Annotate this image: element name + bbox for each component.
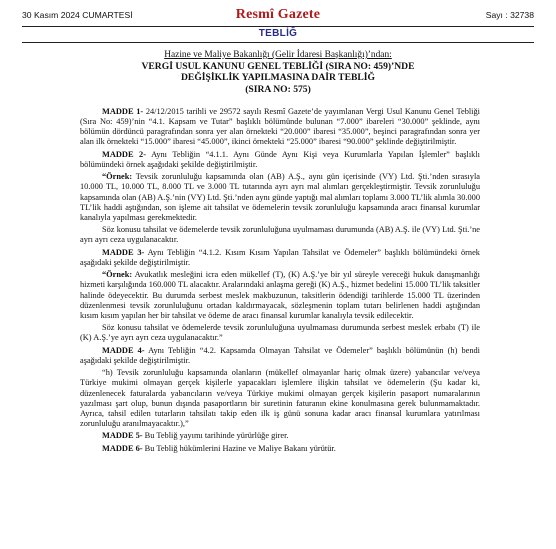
document-body <box>80 107 480 456</box>
example-2-continued: Söz konusu tahsilat ve ödemelerde tevsik zorunluluğuna uyulmaması durumunda serbest meslek erbabı (T) ile (K) A.Ş.’ye ayrı ayrı ceza uygulanacaktır.” <box>80 323 480 343</box>
article-2-label: MADDE 2- <box>102 149 146 159</box>
example-2 <box>80 270 480 321</box>
article-5-label: MADDE 5- <box>102 431 143 441</box>
article-6-label: MADDE 6- <box>102 443 143 453</box>
article-6-text: Bu Tebliğ hükümlerini Hazine ve Maliye Bakanı yürütür. <box>142 443 336 453</box>
article-4-text: Aynı Tebliğin “4.2. Kapsamda Olmayan Tahsilat ve Ödemeler” başlıklı bölümünün (h) bendi aşağıdaki şekilde değiştirilmiştir. <box>80 345 480 365</box>
article-3-text: Aynı Tebliğin “4.1.2. Kısım Kısım Yapılan Tahsilat ve Ödemeler” başlıklı bölümündeki örnek aşağıdaki şekilde değiştirilmiştir. <box>80 247 480 267</box>
document-title-line-2: DEĞİŞİKLİK YAPILMASINA DAİR TEBLİĞ <box>181 72 375 84</box>
document-title-line-3: (SIRA NO: 575) <box>245 83 311 95</box>
issuing-authority: Hazine ve Maliye Bakanlığı (Gelir İdaresi Başkanlığı)’ndan: <box>164 50 392 60</box>
article-4-label: MADDE 4- <box>102 345 145 355</box>
article-4-quote: “h) Tevsik zorunluluğu kapsamında olanların (mükellef olmayanlar hariç olmak üzere) yabancılar ve/veya Türkiye mukimi olmayan gerçek kişilerle yapacakları işlemlere ilişkin tahsilat ve ödemelerin (Şu kadar ki, düzenlenecek faturalarda yabancıların ve/veya Türkiye mukimi olmayan gerçek kişilerin pasaport numaralarının yazılması şart olup, bunun dışında pasaportların bir suretinin faturanın ekine konulmasına gerek bulunmamaktadır. Ayrıca, tahsil edilen tutarların tahsilatı takip eden ilk iş günü sonuna kadar aracı finansal kurumlara yatırılması zorunluluğu aranılmayacaktır.),” <box>80 368 480 429</box>
example-1-text: Tevsik zorunluluğu kapsamında olan (AB) A.Ş., aynı gün içerisinde (VY) Ltd. Şti.’nden sırasıyla 10.000 TL, 10.000 TL, 8.000 TL ve 3.000 TL tutarında ayrı ayrı mal alımları gerçekleştirmiştir. Tevsik zorunluluğu kapsamında olan (AB) A.Ş.’nin (VY) Ltd. Şti.’nden aynı günde yaptığı mal alımları toplamı 3.000 TL’lik alımla 30.000 TL’lik haddi aştığından, son işleme ait tahsilat ve ödemelerin tevsik zorunluluğu kapsamında aracı finansal kurumlar kanalıyla yapılması gerekmektedir. <box>80 172 480 222</box>
article-6 <box>80 444 480 454</box>
example-2-label: “Örnek: <box>102 270 133 280</box>
document-title-line-1: VERGİ USUL KANUNU GENEL TEBLİĞİ (SIRA NO: 459)’NDE <box>141 61 415 72</box>
header-rule <box>22 26 534 27</box>
issue-date: 30 Kasım 2024 CUMARTESİ <box>22 10 133 20</box>
article-3-label: MADDE 3- <box>102 247 145 257</box>
article-2 <box>80 150 480 170</box>
article-1 <box>80 107 480 148</box>
section-heading: TEBLİĞ <box>258 28 298 39</box>
example-1-label: “Örnek: <box>102 172 133 182</box>
example-1-continued: Söz konusu tahsilat ve ödemelerde tevsik zorunluluğuna uyulmaması durumunda (AB) A.Ş. ile (VY) Ltd. Şti.’ne ayrı ayrı ceza uygulanacaktır. <box>80 225 480 245</box>
example-2-text: Avukatlık mesleğini icra eden mükellef (T), (K) A.Ş.’ye bir yıl süreyle vereceği hukuk danışmanlığı hizmeti karşılığında 160.000 TL alacaktır. Aralarındaki anlaşma gereği (K) A.Ş., hizmet bedelini 15.000 TL’lik taksitler halinde ödeyecektir. Bu durumda serbest meslek makbuzunun, taksitlerin ödendiği tarihlerde 15.000 TL üzerinden düzenlenmesi tevsik zorunluluğunu ortadan kaldırmayacak, sözleşmenin toplam tutarı belirlenen haddi aştığından kısım kısım yapılan her bir tahsilat ve ödeme de aracı finansal kurumlar kanalıyla tevsik edilecektir. <box>80 270 480 320</box>
section-rule <box>22 42 534 43</box>
article-5-text: Bu Tebliğ yayımı tarihinde yürürlüğe girer. <box>142 431 289 441</box>
issue-number: Sayı : 32738 <box>485 10 534 20</box>
article-4 <box>80 346 480 366</box>
document-heading <box>0 50 556 95</box>
article-2-text: Aynı Tebliğin “4.1.1. Aynı Günde Aynı Kişi veya Kurumlarla Yapılan İşlemler” başlıklı bölümündeki örnek aşağıdaki şekilde değiştirilmiştir. <box>80 149 480 169</box>
gazette-title: Resmî Gazete <box>235 7 321 22</box>
page-header <box>22 7 534 27</box>
example-1 <box>80 172 480 223</box>
article-1-label: MADDE 1- <box>102 107 144 116</box>
article-5 <box>80 431 480 441</box>
article-1-text: 24/12/2015 tarihli ve 29572 sayılı Resmî Gazete’de yayımlanan Vergi Usul Kanunu Genel Tebliği (Sıra No: 459)’nin “4.1. Kapsam ve Tutar” başlıklı bölümünde bulunan “7.000” ibareleri “30.000” şeklinde, aynı bölümün dördüncü paragrafından sonra yer alan örnekteki “20.000” ibaresi “35.000”, beşinci paragrafından sonra yer alan ilk örnekteki “15.000” ibaresi “45.000”, ikinci örnekteki “25.000” ibaresi “90.000” şeklinde değiştirilmiştir. <box>80 107 480 147</box>
article-3 <box>80 248 480 268</box>
